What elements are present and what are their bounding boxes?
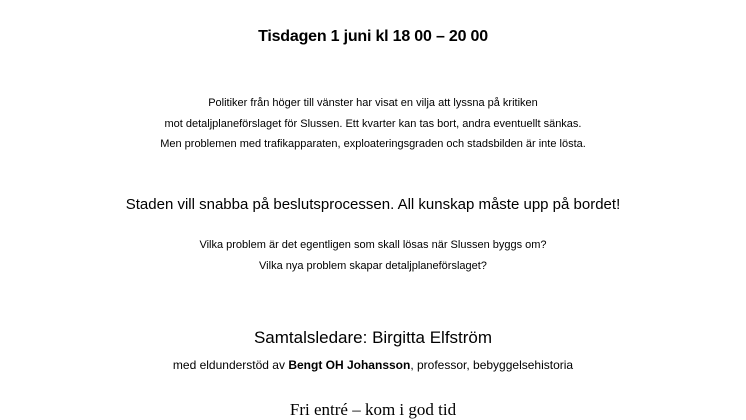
question-2: Vilka nya problem skapar detaljplaneförslaget?	[259, 260, 487, 272]
moderator: Samtalsledare: Birgitta Elfström	[253, 328, 493, 347]
intro-line-3: Men problemen med trafikapparaten, exploateringsgraden och stadsbilden är inte lösta.	[160, 138, 586, 150]
question-1: Vilka problem är det egentligen som skall lösas när Slussen byggs om?	[199, 239, 547, 251]
support-line	[0, 358, 746, 372]
support-name: Bengt OH Johansson	[288, 358, 411, 372]
headline: Staden vill snabba på beslutsprocessen. All kunskap måste upp på bordet!	[125, 196, 621, 213]
support-prefix: med eldunderstöd av	[172, 358, 289, 372]
event-date-time: Tisdagen 1 juni kl 18 00 – 20 00	[258, 28, 488, 45]
intro-line-2: mot detaljplaneförslaget för Slussen. Ett kvarter kan tas bort, andra eventuellt sänkas.	[164, 118, 582, 130]
intro-line-1: Politiker från höger till vänster har visat en vilja att lyssna på kritiken	[208, 97, 538, 109]
entry-note: Fri entré – kom i god tid	[289, 400, 457, 419]
support-suffix: , professor, bebyggelsehistoria	[410, 358, 574, 372]
